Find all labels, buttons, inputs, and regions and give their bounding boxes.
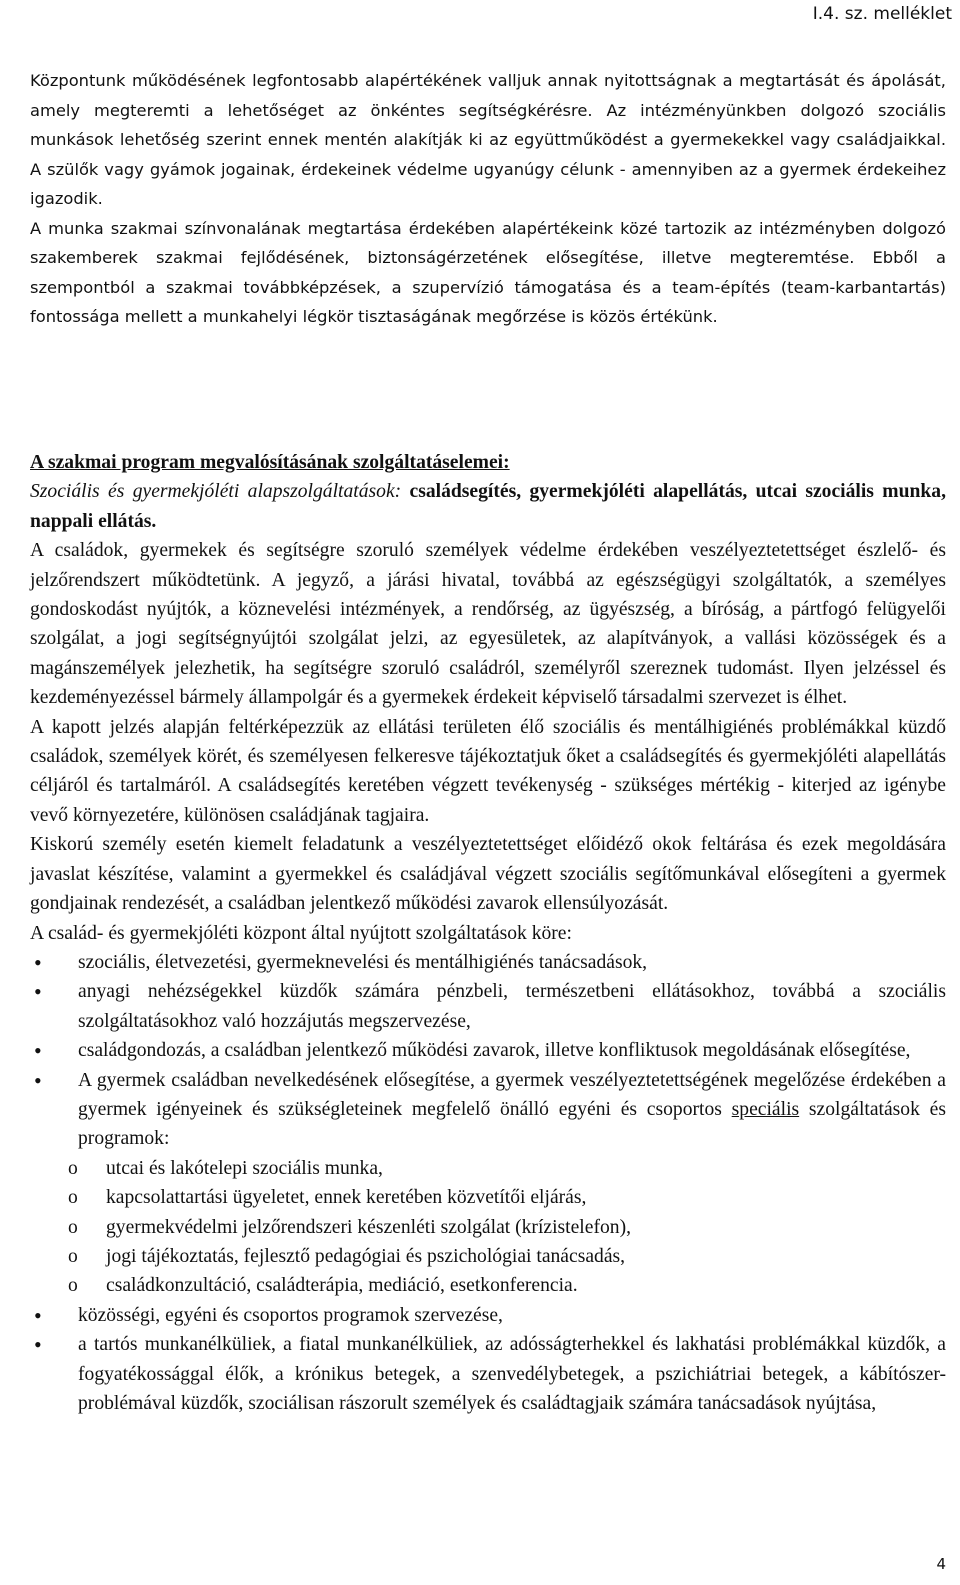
section-heading: A szakmai program megvalósításának szolgáltatáselemei: [30, 452, 510, 473]
list-item-text: szolgáltatások és programok: [78, 1098, 946, 1150]
services-line [30, 477, 946, 536]
section-paragraph-2: A kapott jelzés alapján feltérképezzük az ellátási területen élő szociális és mentálhigiénés problémákkal küzdő családok, személyek körét, és személyesen felkeresve tájékoztatjuk őket a családsegítés és gyermekjóléti alapellátás céljáról és tartalmáról. A családsegítés keretében végzett tevékenység - szükséges mértékig - kiterjed az igénybe vevő környezetére, különösen családjának tagjaira. [30, 716, 946, 826]
intro-text [30, 66, 946, 332]
services-label: Szociális és gyermekjóléti alapszolgáltatások: [30, 481, 402, 503]
services-bullet-list-continued [30, 1301, 946, 1419]
list-item-text: A gyermek családban nevelkedésének elősegítése, a gyermek veszélyeztetettségének megelőzése érdekében a gyermek igényeinek és szükségleteinek megfelelő önálló egyéni és csoportos [78, 1069, 946, 1120]
list-item: • anyagi nehézségekkel küzdők számára pénzbeli, természetbeni ellátásokhoz, továbbá a szociális szolgáltatásokhoz való hozzájutás megszervezése, [30, 977, 946, 1036]
list-item: • családgondozás, a családban jelentkező működési zavarok, illetve konfliktusok megoldásának elősegítése, [30, 1036, 946, 1065]
list-item: • a tartós munkanélküliek, a fiatal munkanélküliek, az adósságterhekkel és lakhatási problémákkal küzdők, a fogyatékossággal élők, a krónikus betegek, a szenvedélybetegek, a pszichiátriai betegek, a kábítószer-problémával küzdők, szociálisan rászorult személyek és családtagjaik számára tanácsadások nyújtása, [30, 1330, 946, 1418]
list-item: • szociális, életvezetési, gyermeknevelési és mentálhigiénés tanácsadások, [30, 948, 946, 977]
services-bullet-list [30, 948, 946, 1154]
sub-list-item: o kapcsolattartási ügyeletet, ennek keretében közvetítői eljárás, [30, 1183, 946, 1212]
sub-list-item: o utcai és lakótelepi szociális munka, [30, 1154, 946, 1183]
section-paragraph-1: A családok, gyermekek és segítségre szoruló személyek védelme érdekében veszélyeztetettséget észlelő- és jelzőrendszert működtetünk. A jegyző, a járási hivatal, továbbá az egészségügyi szolgáltatók, a személyes gondoskodást nyújtók, a köznevelési intézmények, a rendőrség, az ügyészség, a bíróság, a pártfogó felügyelői szolgálat, a jogi segítségnyújtói szolgálat jelzi, az egyesületek, az alapítványok, a vallási közösségek és a magánszemélyek jelezhetik, ha segítségre szoruló családról, személyről szereznek tudomást. Ilyen jelzéssel és kezdeményezéssel bármely állampolgár és a gyermekek érdekeit képviselő társadalmi szervezet is élhet. [30, 540, 946, 709]
page-number: 4 [936, 1555, 946, 1573]
programs-sub-list [30, 1154, 946, 1301]
sub-list-item: o jogi tájékoztatás, fejlesztő pedagógiai és pszichológiai tanácsadás, [30, 1242, 946, 1271]
sub-list-item: o gyermekvédelmi jelzőrendszeri készenléti szolgálat (krízistelefon), [30, 1213, 946, 1242]
section-paragraph-3: Kiskorú személy esetén kiemelt feladatunk a veszélyeztetettséget előidéző okok feltárása és ezek megoldására javaslat készítése, valamint a gyermekkel és családjával végzett szociális segítőmunkával elősegíteni a gyermek gondjainak rendezését, a családban jelentkező működési zavarok ellensúlyozását. [30, 834, 946, 915]
list-item: • közösségi, egyéni és csoportos programok szervezése, [30, 1301, 946, 1330]
intro-paragraph-1: Központunk működésének legfontosabb alapértékének valljuk annak nyitottságnak a megtartását és ápolását, amely megteremti a lehetőséget az önkéntes segítségkérésre. Az intézményünkben dolgozó szociális munkások lehetőség szerint ennek mentén alakítják ki az együttműködést a gyermekekkel vagy családjaikkal. A szülők vagy gyámok jogainak, érdekeinek védelme ugyanúgy célunk - amennyiben az a gyermek érdekeihez igazodik. [30, 71, 946, 208]
list-item [30, 1066, 946, 1154]
services-list-bold: családsegítés, gyermekjóléti alapellátás, utcai szociális munka, nappali ellátás. [30, 481, 946, 532]
list-intro: A család- és gyermekjóléti központ által nyújtott szolgáltatások köre: [30, 922, 572, 944]
annex-label: I.4. sz. melléklet [812, 4, 952, 24]
service-section [30, 448, 946, 1418]
intro-paragraph-2: A munka szakmai színvonalának megtartása érdekében alapértékeink közé tartozik az intézményben dolgozó szakemberek szakmai fejlődésének, biztonságérzetének elősegítése, illetve megteremtése. Ebből a szempontból a szakmai továbbképzések, a szupervízió támogatása és a team-építés (team-karbantartás) fontossága mellett a munkahelyi légkör tisztaságának megőrzése is közös értékünk. [30, 218, 946, 326]
sub-list-item: o családkonzultáció, családterápia, mediáció, esetkonferencia. [30, 1271, 946, 1300]
underlined-word: speciális [731, 1098, 800, 1120]
